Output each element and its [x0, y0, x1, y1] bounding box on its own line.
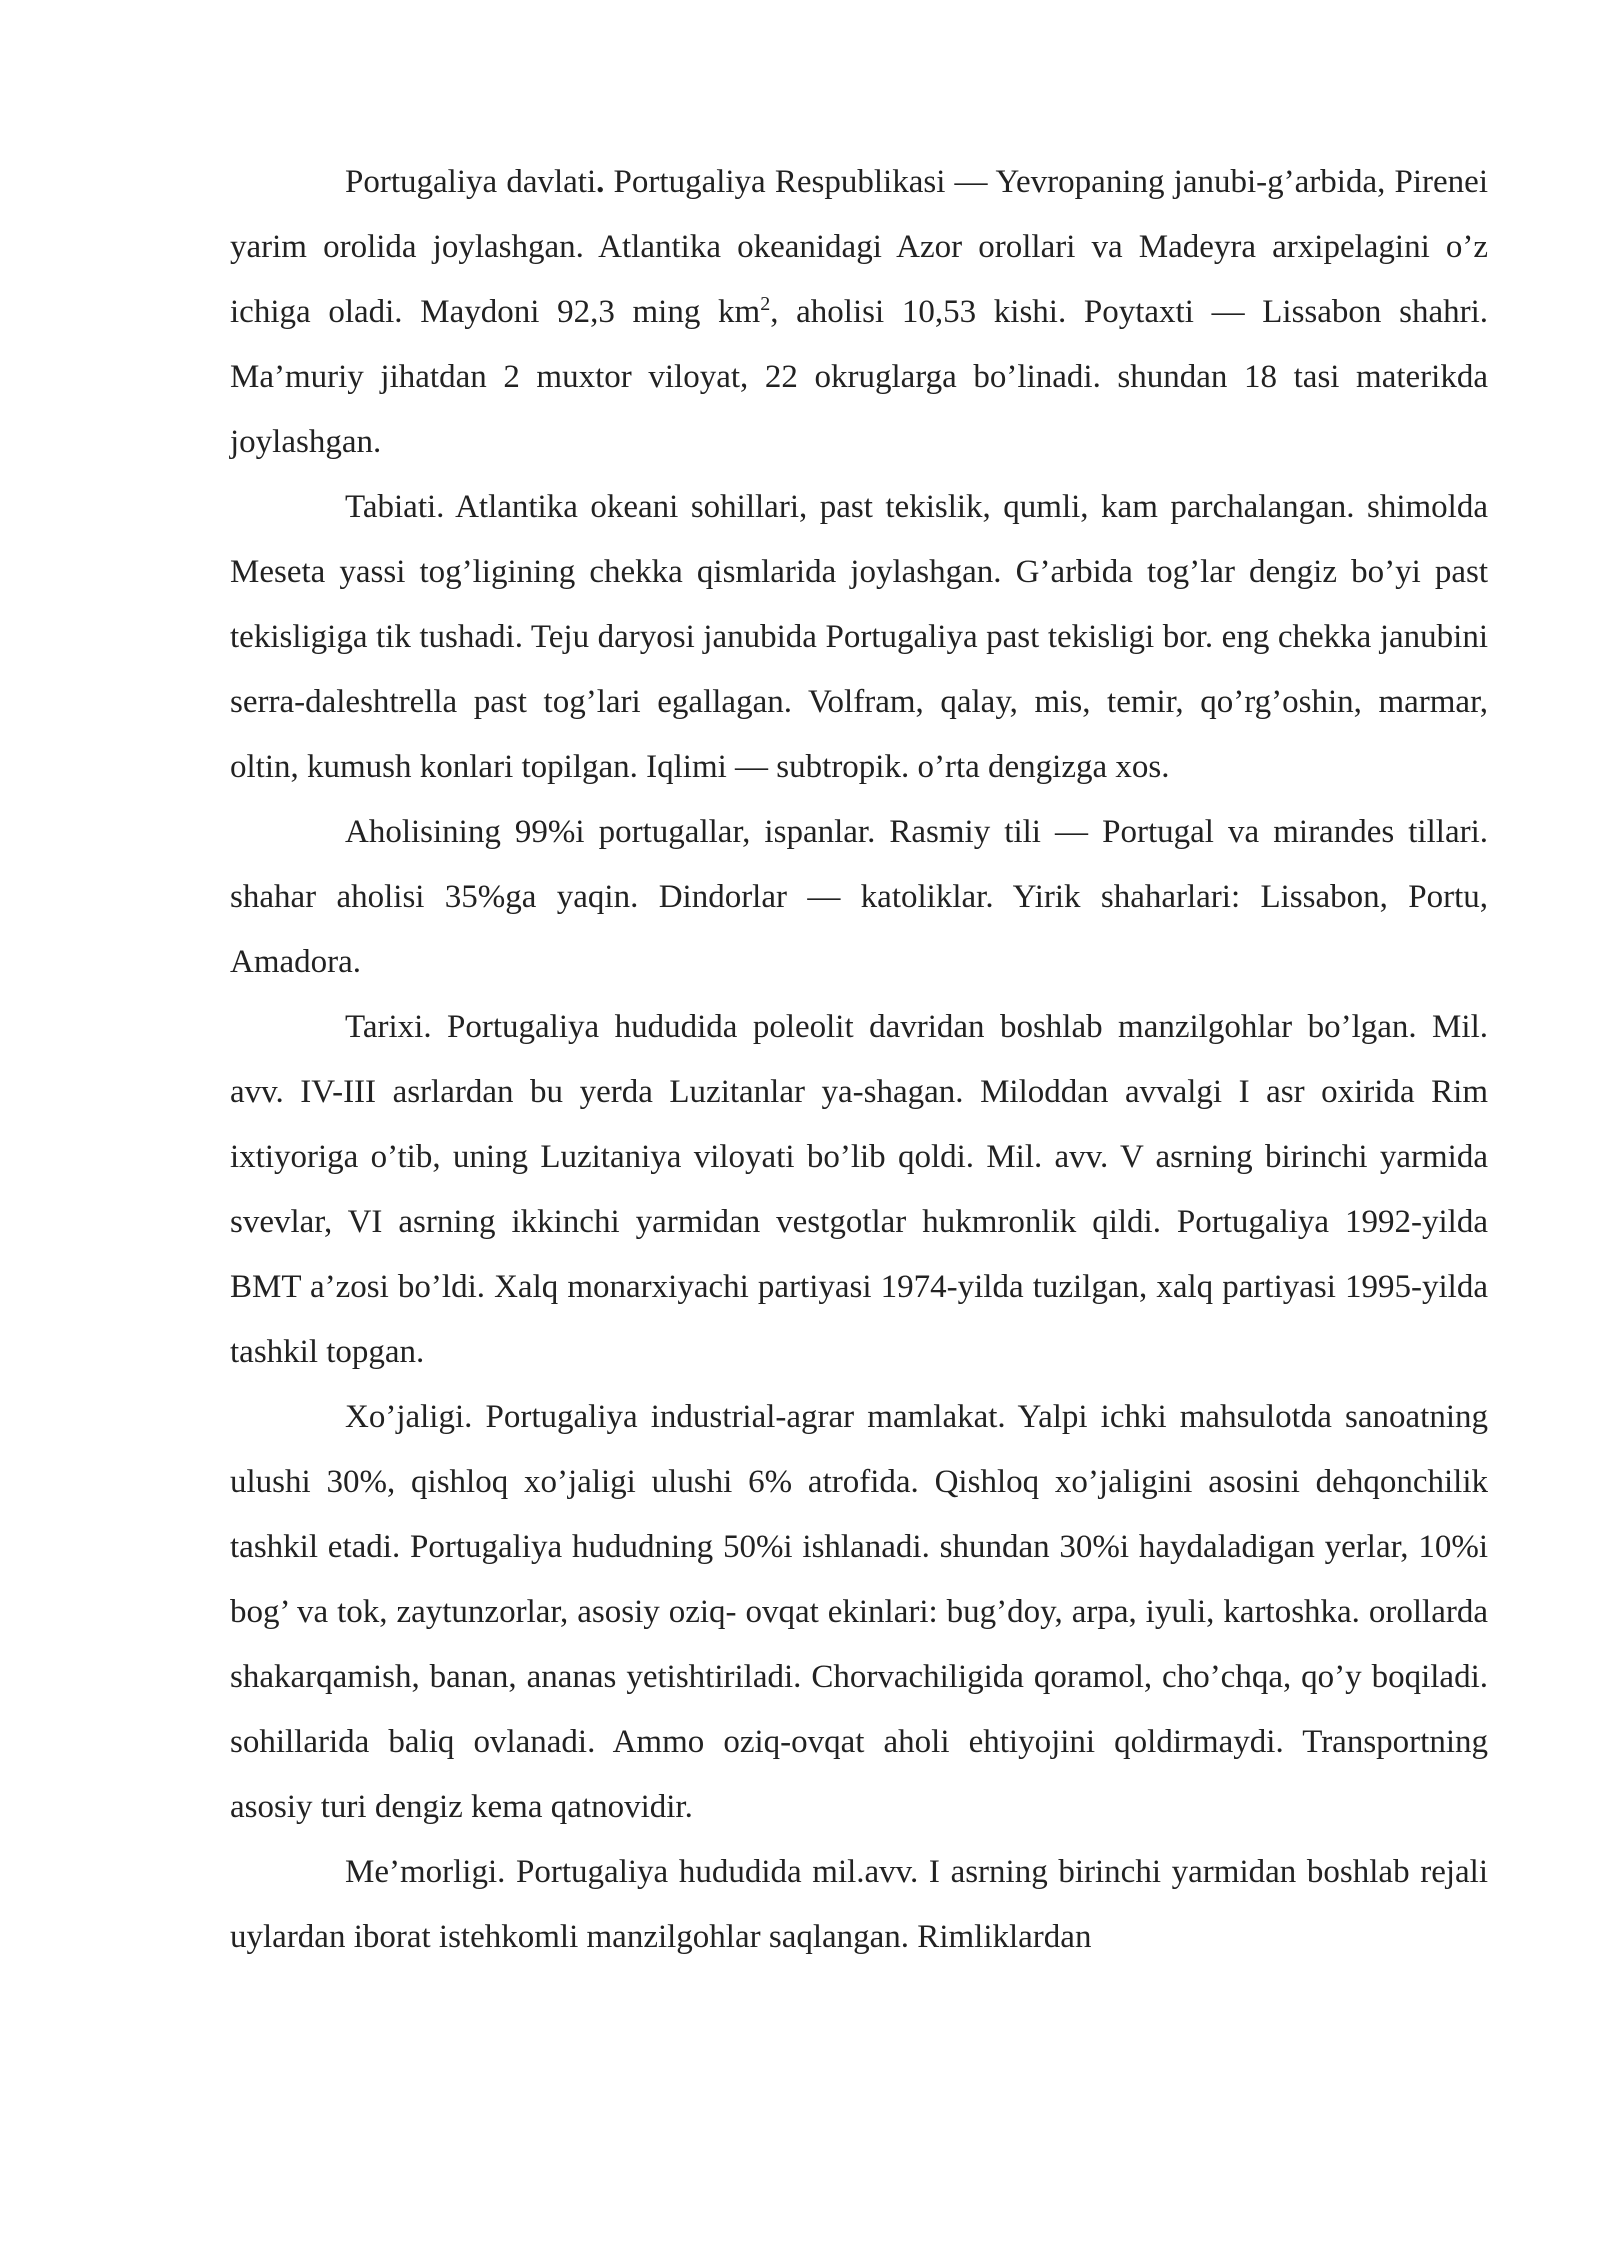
paragraph-text: Portugaliya Respublikasi — Yevropaning janubi-g’arbida, Pirenei yarim orolida joylashgan. Atlantika okeanidagi Azor orollari va Madeyra arxipelagini o’z ichiga oladi. Maydoni 92,3 ming km — [230, 164, 1488, 330]
paragraph-heading: Portugaliya davlati — [345, 164, 597, 200]
paragraph-memorligi: Me’morligi. Portugaliya hududida mil.avv. I asrning birinchi yarmidan boshlab rejali uylardan iborat istehkomli manzilgohlar saqlangan. Rimliklardan — [230, 1854, 1488, 1955]
heading-dot: . — [596, 164, 605, 200]
paragraph-tarixi: Tarixi. Portugaliya hududida poleolit davridan boshlab manzilgohlar bo’lgan. Mil. avv. IV-III asrlardan bu yerda Luzitanlar ya-shagan. Miloddan avvalgi I asr oxirida Rim ixtiyoriga o’tib, uning Luzitaniya viloyati bo’lib qoldi. Mil. avv. V asrning birinchi yarmida svevlar, VI asrning ikkinchi yarmidan vestgotlar hukmronlik qildi. Portugaliya 1992-yilda BMT a’zosi bo’ldi. Xalq monarxiyachi partiyasi 1974-yilda tuzilgan, xalq partiyasi 1995-yilda tashkil topgan. — [230, 1009, 1488, 1370]
document-page — [230, 150, 1488, 1970]
paragraph-xojaligi: Xo’jaligi. Portugaliya industrial-agrar mamlakat. Yalpi ichki mahsulotda sanoatning ulushi 30%, qishloq xo’jaligi ulushi 6% atrofida. Qishloq xo’jaligini asosini dehqonchilik tashkil etadi. Portugaliya hududning 50%i ishlanadi. shundan 30%i haydaladigan yerlar, 10%i bog’ va tok, zaytunzorlar, asosiy oziq- ovqat ekinlari: bug’doy, arpa, iyuli, kartoshka. orollarda shakarqamish, banan, ananas yetishtiriladi. Chorvachiligida qoramol, cho’chqa, qo’y boqiladi. sohillarida baliq ovlanadi. Ammo oziq-ovqat aholi ehtiyojini qoldirmaydi. Transportning asosiy turi dengiz kema qatnovidir. — [230, 1399, 1488, 1825]
paragraph-text-continued: , aholisi 10,53 kishi. Poytaxti — Lissabon shahri. Ma’muriy jihatdan 2 muxtor viloyat, 22 okruglarga bo’linadi. shundan 18 tasi materikda joylashgan. — [230, 294, 1489, 460]
paragraph-portugaliya-davlati — [230, 150, 1488, 475]
superscript-two: 2 — [760, 293, 771, 315]
paragraph-aholisi: Aholisining 99%i portugallar, ispanlar. Rasmiy tili — Portugal va mirandes tillari. shahar aholisi 35%ga yaqin. Dindorlar — katoliklar. Yirik shaharlari: Lissabon, Portu, Amadora. — [230, 814, 1488, 980]
paragraph-tabiati: Tabiati. Atlantika okeani sohillari, past tekislik, qumli, kam parchalangan. shimolda Meseta yassi tog’ligining chekka qismlarida joylashgan. G’arbida tog’lar dengiz bo’yi past tekisligiga tik tushadi. Teju daryosi janubida Portugaliya past tekisligi bor. eng chekka janubini serra-daleshtrella past tog’lari egallagan. Volfram, qalay, mis, temir, qo’rg’oshin, marmar, oltin, kumush konlari topilgan. Iqlimi — subtropik. o’rta dengizga xos. — [230, 489, 1488, 785]
